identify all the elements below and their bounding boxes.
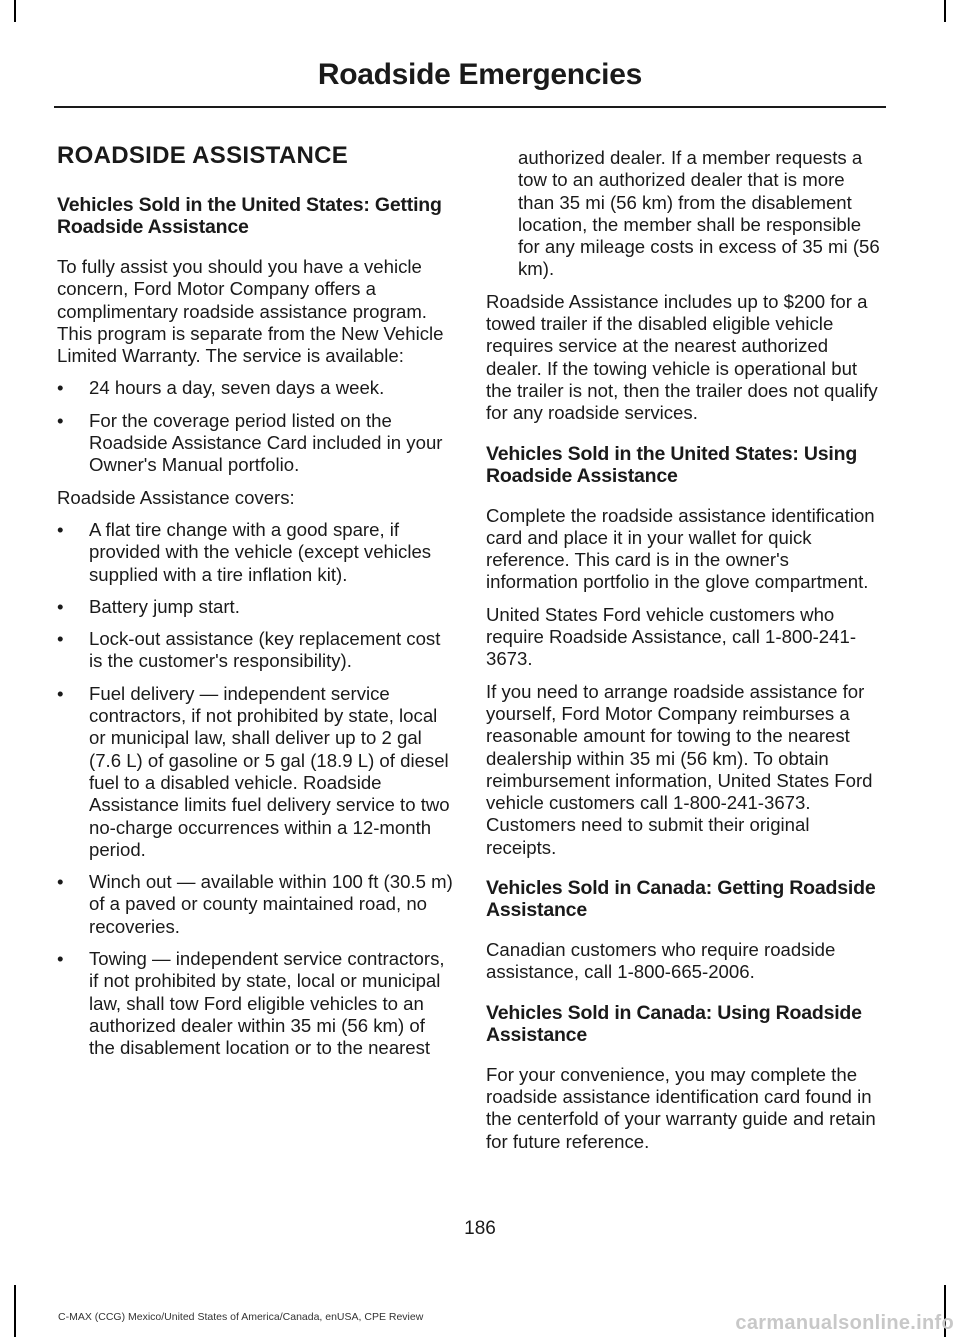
subsection-heading-canada-using: Vehicles Sold in Canada: Using Roadside Assistance bbox=[486, 1001, 862, 1046]
availability-list bbox=[57, 377, 455, 476]
list-item: • Battery jump start. bbox=[57, 596, 455, 618]
canada-card-paragraph: For your convenience, you may complete the roadside assistance identification card found in the centerfold of your warranty guide and retain for future reference. bbox=[486, 1063, 876, 1152]
covers-label: Roadside Assistance covers: bbox=[57, 486, 295, 508]
list-item: • Towing — independent service contractors, if not prohibited by state, local or municipal law, shall tow Ford eligible vehicles to an authorized dealer within 35 mi (56 km) of the disablement location or to the nearest bbox=[57, 948, 455, 1059]
list-item: • 24 hours a day, seven days a week. bbox=[57, 377, 455, 399]
crop-mark-top-left-v bbox=[14, 0, 16, 22]
subsection-heading-us-getting: Vehicles Sold in the United States: Getting Roadside Assistance bbox=[57, 194, 442, 238]
subsection-heading-us-using: Vehicles Sold in the United States: Using Roadside Assistance bbox=[486, 442, 858, 487]
subsection-heading-canada-getting: Vehicles Sold in Canada: Getting Roadside Assistance bbox=[486, 877, 876, 922]
list-item: • For the coverage period listed on the Roadside Assistance Card included in your Owner's Manual portfolio. bbox=[57, 410, 455, 477]
intro-paragraph: To fully assist you should you have a vehicle concern, Ford Motor Company offers a complimentary roadside assistance program. This program is separate from the New Vehicle Limited Warranty. The service is available: bbox=[57, 256, 444, 367]
list-item: • Lock-out assistance (key replacement cost is the customer's responsibility). bbox=[57, 628, 455, 673]
canada-call-paragraph: Canadian customers who require roadside assistance, call 1-800-665-2006. bbox=[486, 939, 836, 983]
towing-continued-text: authorized dealer. If a member requests a tow to an authorized dealer that is more than 35 mi (56 km) from the disablement location, the member shall be responsible for any mileage costs in excess of 35 mi (56 km). bbox=[518, 147, 880, 280]
crop-mark-bottom-left-v bbox=[14, 1285, 16, 1337]
page-header-title: Roadside Emergencies bbox=[317, 58, 642, 91]
list-item: • Winch out — available within 100 ft (30.5 m) of a paved or county maintained road, no recoveries. bbox=[57, 871, 455, 938]
card-paragraph: Complete the roadside assistance identification card and place it in your wallet for quick reference. This card is in the owner's information portfolio in the glove compartment. bbox=[486, 504, 875, 593]
list-item: • Fuel delivery — independent service contractors, if not prohibited by state, local or municipal law, shall deliver up to 2 gal (7.6 L) of gasoline or 5 gal (18.9 L) of diesel fuel to a disabled vehicle. Roadside Assistance limits fuel delivery service to two no-charge occurrences within a 12-month period. bbox=[57, 683, 455, 861]
right-column bbox=[486, 147, 884, 1163]
section-heading: ROADSIDE ASSISTANCE bbox=[57, 142, 349, 169]
page-number: 186 bbox=[464, 1218, 496, 1239]
left-column bbox=[57, 142, 455, 1070]
header-divider bbox=[54, 106, 886, 108]
reimbursement-paragraph: If you need to arrange roadside assistance for yourself, Ford Motor Company reimburses a reasonable amount for towing to the nearest dealership within 35 mi (56 km). To obtain reimbursement information, United States Ford vehicle customers call 1-800-241-3673. Customers need to submit their original receipts. bbox=[486, 680, 873, 858]
trailer-paragraph: Roadside Assistance includes up to $200 for a towed trailer if the disabled eligible vehicle requires service at the nearest authorized dealer. If the towing vehicle is operational but the trailer is not, then the trailer does not qualify for any roadside services. bbox=[486, 290, 878, 424]
crop-mark-top-right-v bbox=[944, 0, 946, 22]
watermark: carmanualsonline.info bbox=[735, 1312, 954, 1334]
us-call-paragraph: United States Ford vehicle customers who require Roadside Assistance, call 1-800-241-3673. bbox=[486, 603, 857, 670]
coverage-list bbox=[57, 519, 455, 1060]
document-info-footer: C-MAX (CCG) Mexico/United States of America/Canada, enUSA, CPE Review bbox=[58, 1311, 424, 1323]
list-item: • A flat tire change with a good spare, if provided with the vehicle (except vehicles supplied with a tire inflation kit). bbox=[57, 519, 455, 586]
